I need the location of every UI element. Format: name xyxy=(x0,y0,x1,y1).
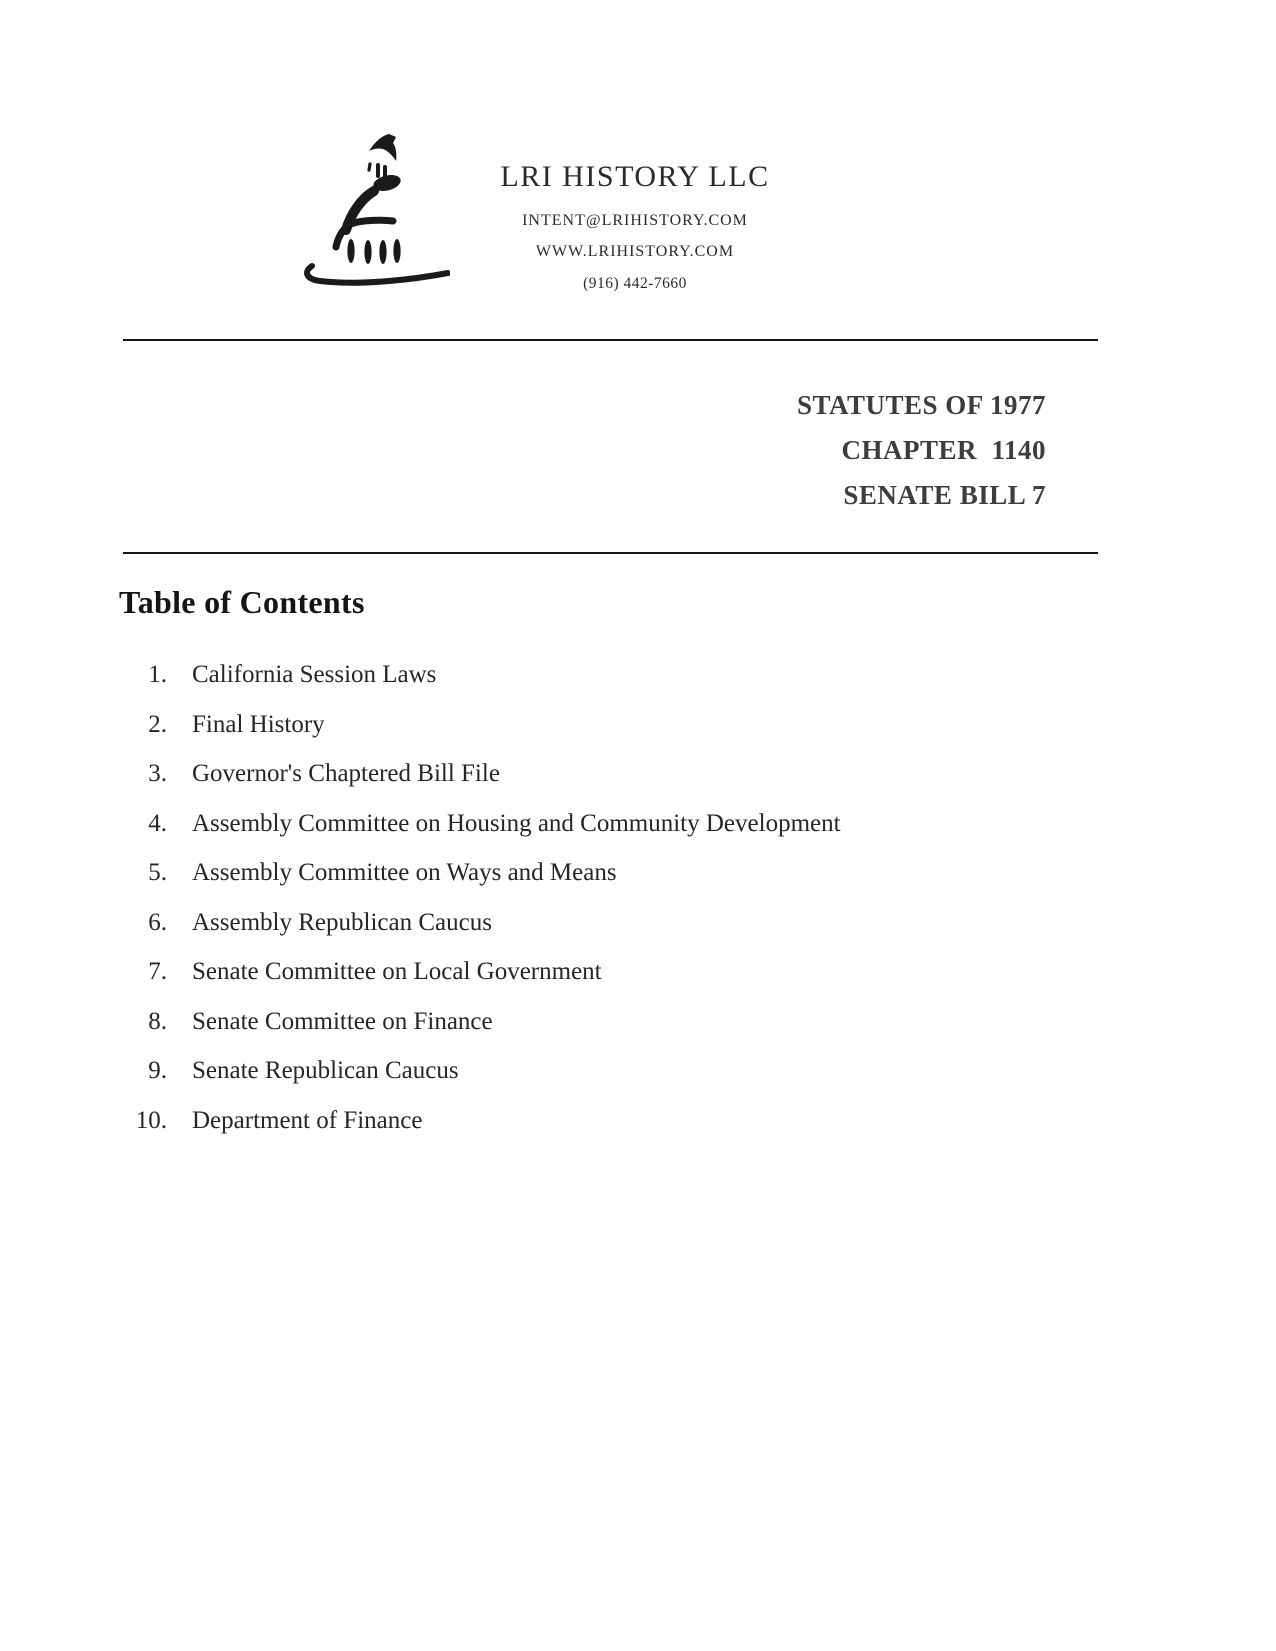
toc-item-title: Assembly Republican Caucus xyxy=(192,908,492,936)
toc-item-senate-finance xyxy=(123,997,1098,1047)
statute-title-block xyxy=(797,383,1046,518)
toc-item-title: Senate Republican Caucus xyxy=(192,1057,459,1084)
company-name: LRI HISTORY LLC xyxy=(500,160,770,193)
toc-item-title: Governor's Chaptered Bill File xyxy=(192,760,500,787)
toc-item-assembly-republican-caucus xyxy=(123,898,1098,948)
toc-item-california-session-laws xyxy=(123,650,1098,700)
toc-item-title: California Session Laws xyxy=(192,661,437,688)
letterhead xyxy=(435,160,835,294)
toc-item-department-of-finance xyxy=(123,1096,1098,1146)
toc-item-number: 1. xyxy=(148,661,167,688)
toc-item-title: Assembly Committee on Housing and Community Development xyxy=(192,809,841,837)
divider-bottom xyxy=(123,552,1098,554)
toc-item-number: 4. xyxy=(148,809,167,837)
senate-bill-line: SENATE BILL 7 xyxy=(843,480,1046,510)
toc-list xyxy=(123,650,1098,1145)
toc-item-number: 10. xyxy=(135,1106,167,1134)
toc-heading: Table of Contents xyxy=(119,584,365,620)
toc-item-number: 8. xyxy=(148,1007,167,1035)
toc-item-number: 9. xyxy=(148,1057,167,1084)
email-text: INTENT@LRIHISTORY.COM xyxy=(522,212,748,229)
toc-item-number: 2. xyxy=(148,710,167,738)
toc-item-senate-local-government xyxy=(123,947,1098,997)
capitol-dome-sketch-icon xyxy=(290,120,450,290)
statutes-year-line: STATUTES OF 1977 xyxy=(796,390,1046,420)
chapter-line: CHAPTER 1140 xyxy=(841,435,1046,465)
toc-item-number: 5. xyxy=(148,859,167,886)
toc-item-number: 6. xyxy=(148,908,167,936)
phone-text: (916) 442-7660 xyxy=(583,275,687,292)
toc-item-title: Final History xyxy=(192,710,325,738)
toc-item-title: Assembly Committee on Ways and Means xyxy=(192,859,617,886)
toc-item-senate-republican-caucus xyxy=(123,1046,1098,1096)
toc-item-number: 3. xyxy=(148,760,167,787)
website-text: WWW.LRIHISTORY.COM xyxy=(535,243,735,260)
toc-item-assembly-ways-and-means xyxy=(123,848,1098,898)
toc-item-governors-chaptered-bill-file xyxy=(123,749,1098,799)
toc-item-title: Senate Committee on Local Government xyxy=(192,958,602,985)
toc-item-final-history xyxy=(123,700,1098,750)
toc-item-number: 7. xyxy=(148,958,167,985)
toc-item-assembly-housing-community-development xyxy=(123,799,1098,849)
toc-item-title: Senate Committee on Finance xyxy=(192,1007,493,1035)
divider-top xyxy=(123,339,1098,341)
toc-item-title: Department of Finance xyxy=(192,1106,423,1134)
